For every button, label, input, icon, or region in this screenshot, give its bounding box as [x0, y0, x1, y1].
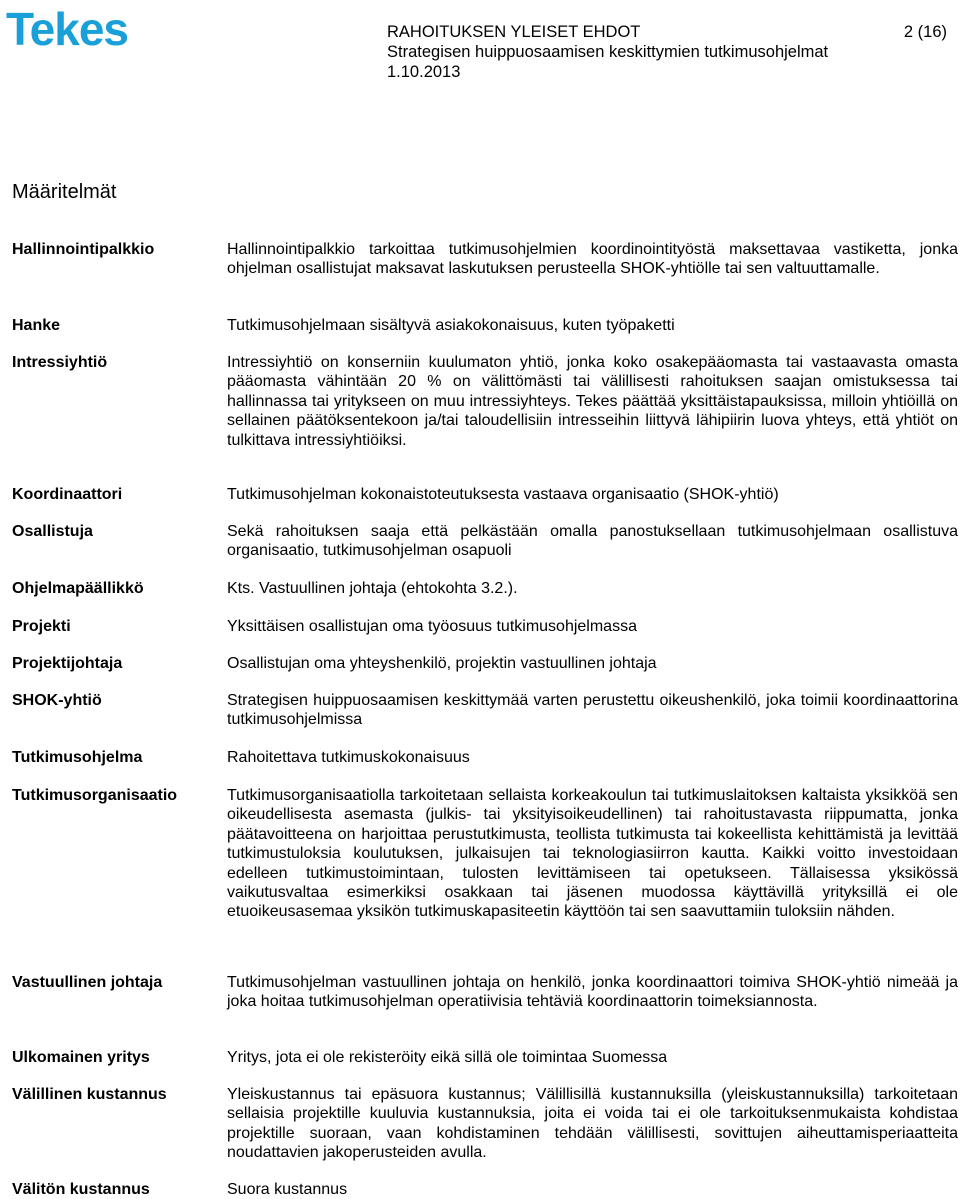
definition-entry [12, 973, 958, 1012]
definition-entry [12, 240, 958, 279]
definition-term: Tutkimusohjelma [12, 749, 143, 766]
definition-text: Strategisen huippuosaamisen keskittymää varten perustettu oikeushenkilö, joka toimii koordinaattorina tutkimusohjelmissa [227, 692, 958, 729]
definition-term: Koordinaattori [12, 486, 123, 503]
definition-entry [12, 691, 958, 730]
document-subtitle: Strategisen huippuosaamisen keskittymien tutkimusohjelmat [387, 43, 829, 61]
definition-text: Tutkimusorganisaatiolla tarkoitetaan sellaista korkeakoulun tai tutkimuslaitoksen kaltaista yksikköä sen oikeudellisesta asemasta (julkis- tai yksityisoikeudellinen) tai rahoitustavasta riippumatta, jonka päätavoitteena on harjoittaa perustutkimusta, teollista tutkimusta tai kokeellista kehittämistä ja levittää tutkimustuloksia koulutuksen, julkaisujen tai teknologiasiirron kautta. Kaikki voitto investoidaan edelleen tutkimustoimintaan, tulosten levittämiseen tai opetukseen. Tällaisessa yksikössä vaikutusvaltaa esimerkiksi osakkaan tai jäsenen muodossa käyttävillä yrityksillä ei ole etuoikeusasemaa yksikön tutkimuskapasiteetin käyttöön tai sen saavuttamiin tuloksiin nähden. [227, 787, 958, 921]
definition-term: Ulkomainen yritys [12, 1049, 150, 1066]
definition-entry [12, 1180, 958, 1199]
document-title: RAHOITUKSEN YLEISET EHDOT [387, 23, 641, 41]
definition-text: Kts. Vastuullinen johtaja (ehtokohta 3.2.). [227, 580, 518, 597]
definition-term: Osallistuja [12, 523, 93, 540]
definition-term: Hallinnointipalkkio [12, 241, 155, 258]
definition-text: Tutkimusohjelmaan sisältyvä asiakokonaisuus, kuten työpaketti [227, 317, 675, 334]
definition-text: Rahoitettava tutkimuskokonaisuus [227, 749, 470, 766]
header-title-row [387, 22, 947, 42]
definition-entry [12, 316, 958, 335]
definition-term: Välitön kustannus [12, 1181, 150, 1198]
definition-entry [12, 485, 958, 504]
definition-term: Välillinen kustannus [12, 1086, 167, 1103]
definition-term: Projektijohtaja [12, 655, 123, 672]
definition-term: Ohjelmapäällikkö [12, 580, 144, 597]
definition-term: Projekti [12, 618, 71, 635]
definition-text: Hallinnointipalkkio tarkoittaa tutkimusohjelmien koordinointityöstä maksettavaa vastiketta, jonka ohjelman osallistujat maksavat laskutuksen perusteella SHOK-yhtiölle tai sen valtuuttamalle. [227, 241, 958, 278]
page-number: 2 (16) [903, 23, 947, 41]
definition-entry [12, 748, 958, 767]
tekes-logo: Tekes [6, 3, 129, 55]
definition-entry [12, 617, 958, 636]
section-title: Määritelmät [12, 181, 117, 203]
definition-term: Vastuullinen johtaja [12, 974, 163, 991]
definition-text: Intressiyhtiö on konserniin kuulumaton yhtiö, jonka koko osakepääomasta tai vastaavasta omasta pääomasta vähintään 20 % on välittömästi tai välillisesti rahoituksen saajan omistuksessa tai hallinnassa tai yritykseen on muu intressiyhteys. Tekes päättää yksittäistapauksissa, milloin yhtiöillä on sellainen päätöksentekoon ja/tai taloudellisiin intresseihin liittyvä lähipiirin luova yhteys, että yhtiöt on tulkittava intressiyhtiöiksi. [227, 354, 958, 449]
definition-term: Tutkimusorganisaatio [12, 787, 178, 804]
definition-text: Yritys, jota ei ole rekisteröity eikä sillä ole toimintaa Suomessa [227, 1049, 668, 1066]
document-header [387, 22, 947, 82]
definition-text: Sekä rahoituksen saaja että pelkästään omalla panostuksellaan tutkimusohjelmaan osallistuva organisaatio, tutkimusohjelman osapuoli [227, 523, 958, 560]
definition-text: Tutkimusohjelman vastuullinen johtaja on henkilö, jonka koordinaattori toimiva SHOK-yhtiö nimeää ja joka hoitaa tutkimusohjelman operatiivisia tehtäviä koordinaattorin toimeksiannosta. [227, 974, 958, 1011]
definition-text: Osallistujan oma yhteyshenkilö, projektin vastuullinen johtaja [227, 655, 657, 672]
definition-term: SHOK-yhtiö [12, 692, 102, 709]
definition-text: Suora kustannus [227, 1181, 348, 1198]
definition-entry [12, 1048, 958, 1067]
definition-text: Yleiskustannus tai epäsuora kustannus; Välillisillä kustannuksilla (yleiskustannuksilla) tarkoitetaan sellaisia projektille kuuluvia kustannuksia, joita ei voida tai ei ole tarkoituksenmukaista kohdistaa projektille suoraan, vaan kohdistaminen tehdään välillisesti, sovittujen aiheuttamisperiaatteita noudattavien jakoperusteiden avulla. [227, 1086, 958, 1162]
definition-entry [12, 654, 958, 673]
definition-entry [12, 579, 958, 598]
definition-text: Yksittäisen osallistujan oma työosuus tutkimusohjelmassa [227, 618, 637, 635]
definition-term: Hanke [12, 317, 61, 334]
definition-entry [12, 786, 958, 922]
definition-term: Intressiyhtiö [12, 354, 108, 371]
document-date: 1.10.2013 [387, 63, 461, 81]
definition-entry [12, 522, 958, 561]
definition-entry [12, 353, 958, 450]
definition-entry [12, 1085, 958, 1163]
definition-text: Tutkimusohjelman kokonaistoteutuksesta vastaava organisaatio (SHOK-yhtiö) [227, 486, 779, 503]
